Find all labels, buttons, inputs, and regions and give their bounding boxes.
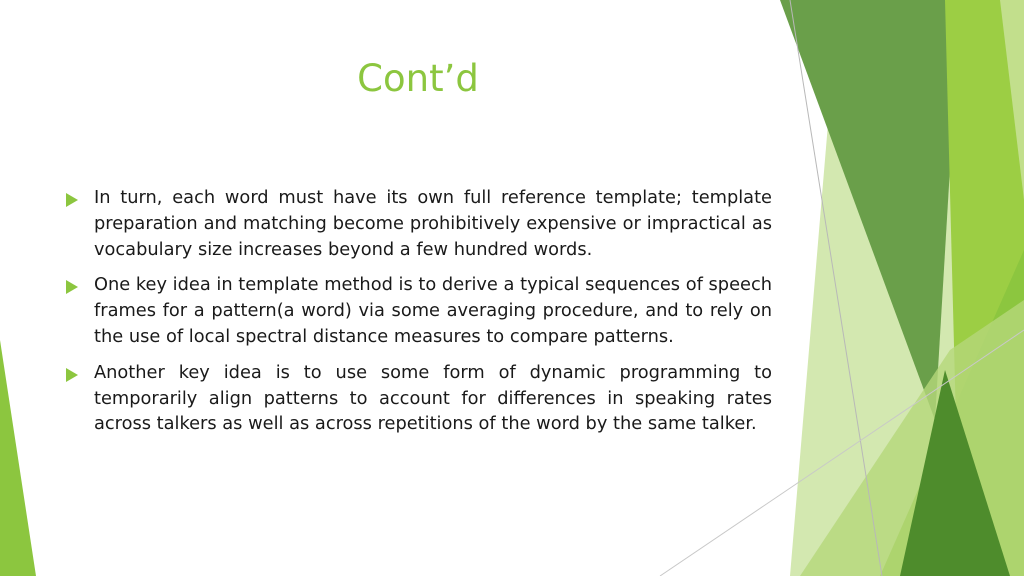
triangle-right-icon [66,193,78,207]
bullet-item [66,185,772,262]
bullet-item [66,360,772,437]
bullet-list [66,185,772,447]
bullet-text: Another key idea is to use some form of dynamic programming to temporarily align patterns to account for differences in speaking rates across talkers as well as across repetitions of the word by the same talker. [94,361,772,435]
triangle-right-icon [66,368,78,382]
bullet-text: In turn, each word must have its own full reference template; template preparation and matching become prohibitively expensive or impractical as vocabulary size increases beyond a few hundred words. [94,187,772,260]
triangle-right-icon [66,280,78,294]
bullet-item [66,272,772,349]
bullet-text: One key idea in template method is to derive a typical sequences of speech frames for a pattern(a word) via some averaging procedure, and to rely on the use of local spectral distance measures to compare patterns. [94,274,772,347]
left-edge-shape [0,340,36,576]
slide-title: Cont’d [357,57,479,100]
